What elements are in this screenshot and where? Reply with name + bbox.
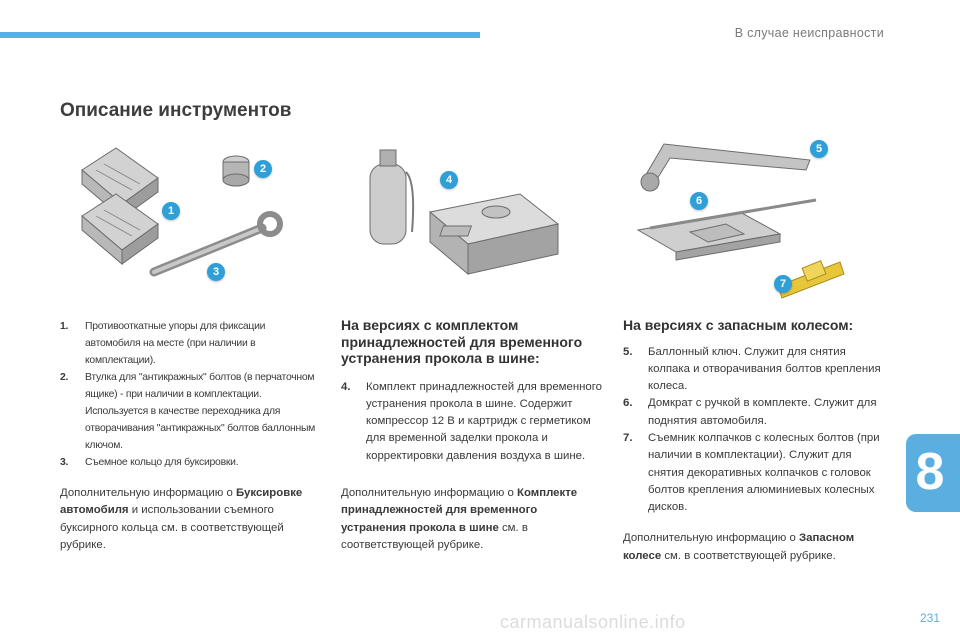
- chapter-tab: [906, 434, 960, 512]
- column-repair-kit: [341, 317, 603, 555]
- list-item: 5. Баллонный ключ. Служит для снятия колпака и отворачивания болтов крепления колеса.: [623, 345, 881, 393]
- repair-kit-drawing: [350, 142, 570, 292]
- list-item: 4. Комплект принадлежностей для временного устранения прокола в шине. Содержит компрессор 12 В и картридж с герметиком для временной заделки прокола и корректировки давления воздуха в шине.: [341, 380, 602, 462]
- chapter-number: 8: [915, 443, 945, 501]
- repair-kit-note: Дополнительную информацию о Комплекте принадлежностей для временного устранения прокола в шине см. в соответствующей рубрике.: [341, 486, 578, 552]
- column-spare-wheel: [623, 317, 885, 565]
- chocks-socket-ring-drawing: [76, 140, 286, 290]
- list-item: 6. Домкрат с ручкой в комплекте. Служит для поднятия автомобиля.: [623, 397, 877, 427]
- tools-list-basic: [60, 318, 322, 471]
- page-title: Описание инструментов: [60, 100, 292, 121]
- list-item: 3. Съемное кольцо для буксировки.: [60, 457, 239, 468]
- page-number: 231: [919, 611, 940, 625]
- section-header: В случае неисправности: [734, 26, 884, 40]
- tools-list-repair-kit: [341, 379, 603, 465]
- callout-6-badge: 6: [690, 192, 708, 210]
- watermark: carmanualsonline.info: [500, 612, 686, 632]
- repair-kit-heading: На версиях с комплектом принадлежностей для временного устранения прокола в шине:: [341, 317, 583, 366]
- header-accent-bar: [0, 32, 480, 38]
- spare-wheel-note: Дополнительную информацию о Запасном колесе см. в соответствующей рубрике.: [623, 532, 855, 562]
- list-item: 7. Съемник колпачков с колесных болтов (при наличии в комплектации). Служит для снятия декоративных колпачков с головок болтов крепления алюминиевых колесных дисков.: [623, 431, 880, 514]
- callout-2-badge: 2: [254, 160, 272, 178]
- tools-list-spare-wheel: [623, 344, 885, 517]
- list-item: 1. Противооткатные упоры для фиксации автомобиля на месте (при наличии в комплектации).: [60, 321, 266, 366]
- callout-7-badge: 7: [774, 275, 792, 293]
- callout-1-badge: 1: [162, 202, 180, 220]
- callout-3-badge: 3: [207, 263, 225, 281]
- wrench-jack-remover-drawing: [630, 138, 850, 300]
- illustration-chocks-socket-ring: [76, 140, 286, 290]
- callout-4-badge: 4: [440, 171, 458, 189]
- illustration-wrench-jack-remover: [630, 138, 850, 300]
- towing-note: Дополнительную информацию о Буксировке автомобиля и использовании съемного буксирного кольца см. в соответствующей рубрике.: [60, 487, 303, 552]
- illustration-repair-kit: [350, 142, 570, 292]
- column-tools-basic: [60, 318, 322, 555]
- callout-5-badge: 5: [810, 140, 828, 158]
- list-item: 2. Втулка для "антикражных" болтов (в перчаточном ящике) - при наличии в комплектации. Используется в качестве переходника для отворачивания "антикражных" болтов баллонным ключом.: [60, 372, 316, 451]
- spare-wheel-heading: На версиях с запасным колесом:: [623, 317, 854, 333]
